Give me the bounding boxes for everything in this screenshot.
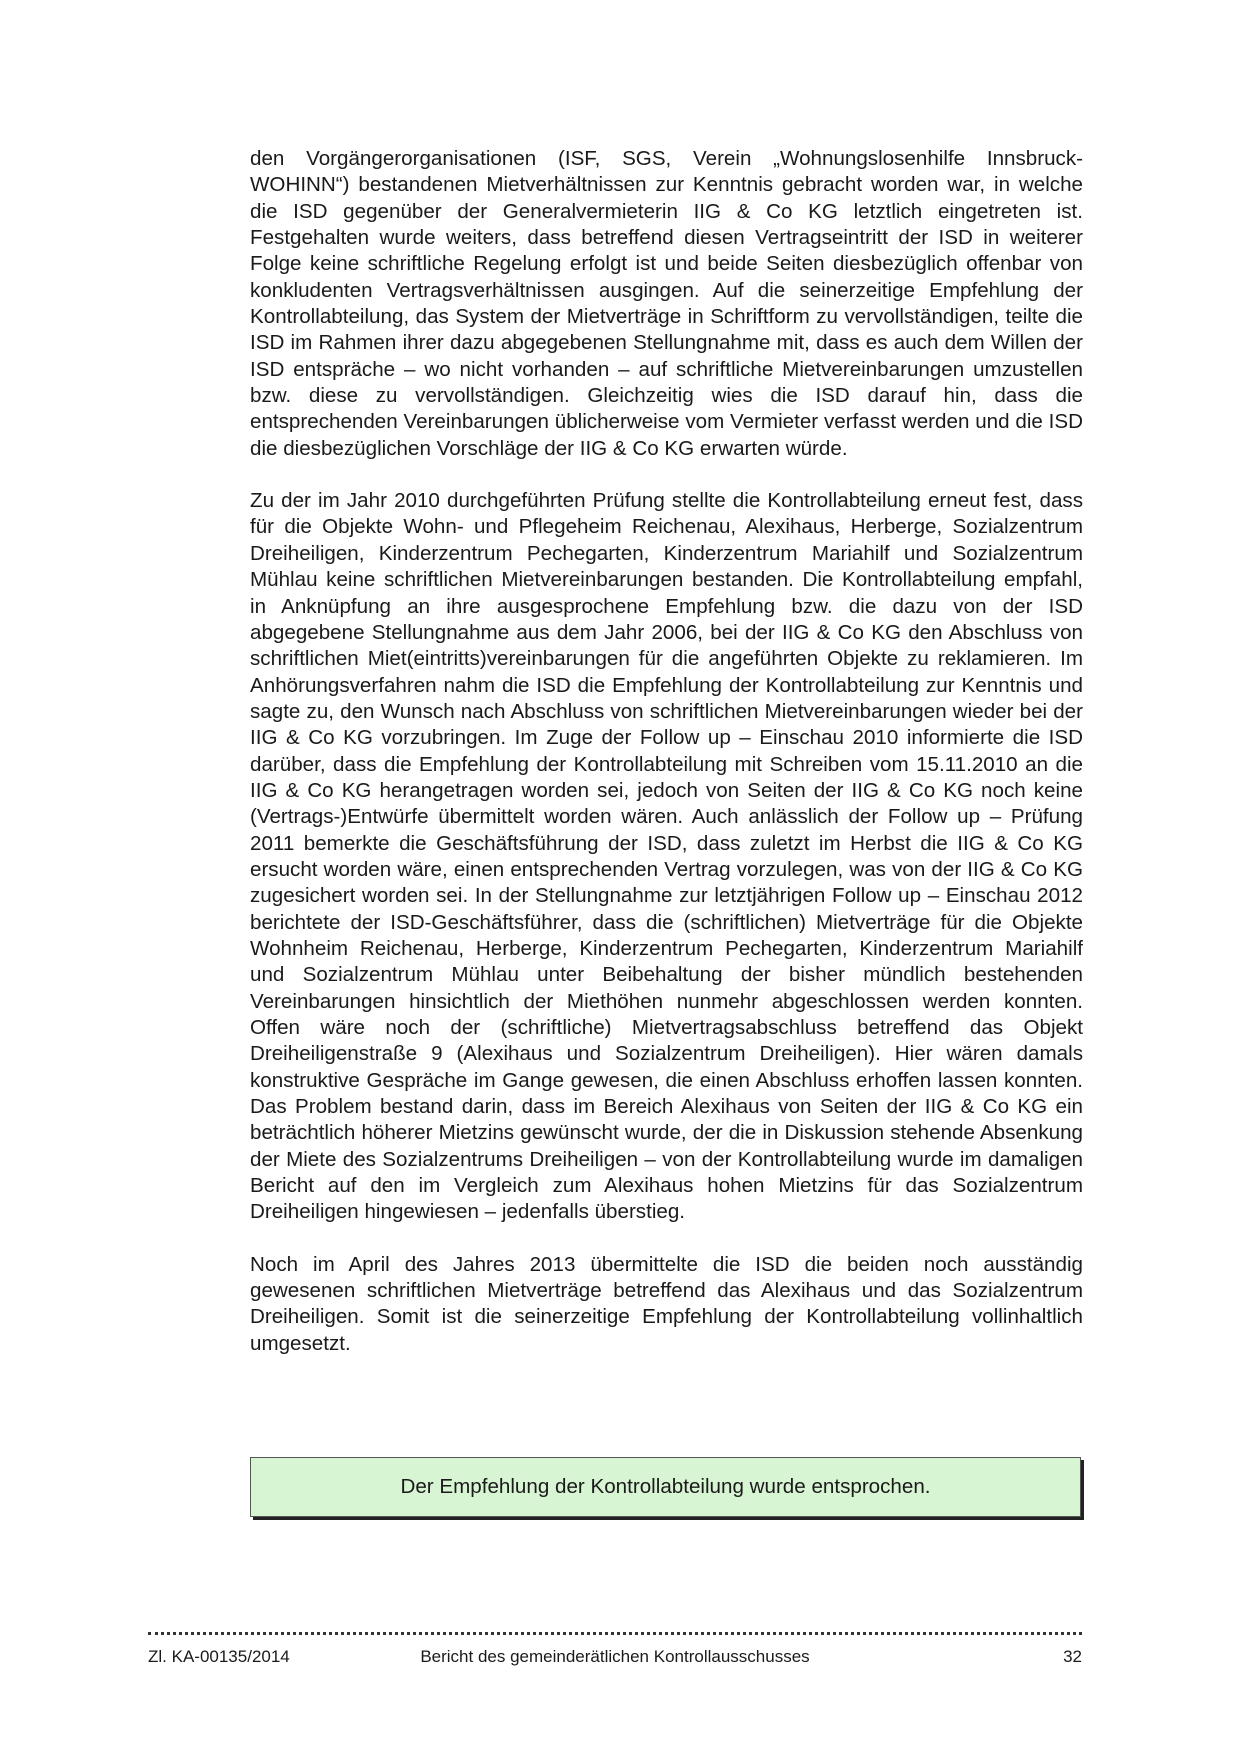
recommendation-status-box xyxy=(250,1457,1081,1517)
report-body xyxy=(250,146,1083,1357)
footer-reference-number: Zl. KA-00135/2014 xyxy=(148,1647,290,1666)
paragraph-lease-background: den Vorgängerorganisationen (ISF, SGS, Verein „Wohnungslosenhilfe Innsbruck-WOHINN“) bestandenen Mietverhältnissen zur Kenntnis gebracht worden war, in welche die ISD gegenüber der Generalvermieterin IIG & Co KG letztlich eingetreten ist. Festgehalten wurde weiters, dass betreffend diesen Vertragseintritt der ISD in weiterer Folge keine schriftliche Regelung erfolgt ist und beide Seiten diesbezüglich offenbar von konkludenten Vertragsverhältnissen ausgingen. Auf die seinerzeitige Empfehlung der Kontrollabteilung, das System der Mietverträge in Schriftform zu vervollständigen, teilte die ISD im Rahmen ihrer dazu abgegebenen Stellungnahme mit, dass es auch dem Willen der ISD entspräche – wo nicht vorhanden – auf schriftliche Mietvereinbarungen umzustellen bzw. diese zu vervollständigen. Gleichzeitig wies die ISD darauf hin, dass die entsprechenden Vereinbarungen üblicherweise vom Vermieter verfasst werden und die ISD die diesbezüglichen Vorschläge der IIG & Co KG erwarten würde. xyxy=(250,147,1083,460)
footer-divider xyxy=(148,1632,1082,1635)
recommendation-status-text: Der Empfehlung der Kontrollabteilung wurde entsprochen. xyxy=(400,1475,931,1498)
paragraph-audit-2010-findings: Zu der im Jahr 2010 durchgeführten Prüfung stellte die Kontrollabteilung erneut fest, dass für die Objekte Wohn- und Pflegeheim Reichenau, Alexihaus, Herberge, Sozialzentrum Dreiheiligen, Kinderzentrum Pechegarten, Kinderzentrum Mariahilf und Sozialzentrum Mühlau keine schriftlichen Mietvereinbarungen bestanden. Die Kontrollabteilung empfahl, in Anknüpfung an ihre ausgesprochene Empfehlung bzw. die dazu von der ISD abgegebene Stellungnahme aus dem Jahr 2006, bei der IIG & Co KG den Abschluss von schriftlichen Miet(eintritts)vereinbarungen für die angeführten Objekte zu reklamieren. Im Anhörungsverfahren nahm die ISD die Empfehlung der Kontrollabteilung zur Kenntnis und sagte zu, den Wunsch nach Abschluss von schriftlichen Mietvereinbarungen wieder bei der IIG & Co KG vorzubringen. Im Zuge der Follow up – Einschau 2010 informierte die ISD darüber, dass die Empfehlung der Kontrollabteilung mit Schreiben vom 15.11.2010 an die IIG & Co KG herangetragen worden sei, jedoch von Seiten der IIG & Co KG noch keine (Vertrags-)Entwürfe übermittelt worden wären. Auch anlässlich der Follow up – Prüfung 2011 bemerkte die Geschäftsführung der ISD, dass zuletzt im Herbst die IIG & Co KG ersucht worden wäre, einen entsprechenden Vertrag vorzulegen, was von der IIG & Co KG zugesichert worden sei. In der Stellungnahme zur letztjährigen Follow up – Einschau 2012 berichtete der ISD-Geschäftsführer, dass die (schriftlichen) Mietverträge für die Objekte Wohnheim Reichenau, Herberge, Kinderzentrum Pechegarten, Kinderzentrum Mariahilf und Sozialzentrum Mühlau unter Beibehaltung der bisher mündlich bestehenden Vereinbarungen hinsichtlich der Miethöhen nunmehr abgeschlossen werden konnten. Offen wäre noch der (schriftliche) Mietvertragsabschluss betreffend das Objekt Dreiheiligenstraße 9 (Alexihaus und Sozialzentrum Dreiheiligen). Hier wären damals konstruktive Gespräche im Gange gewesen, die einen Abschluss erhoffen lassen konnten. Das Problem bestand darin, dass im Bereich Alexihaus von Seiten der IIG & Co KG ein beträchtlich höherer Mietzins gewünscht wurde, der die in Diskussion stehende Absenkung der Miete des Sozialzentrums Dreiheiligen – von der Kontrollabteilung wurde im damaligen Bericht auf den im Vergleich zum Alexihaus hohen Mietzins für das Sozialzentrum Dreiheiligen hingewiesen – jedenfalls überstieg. xyxy=(250,489,1083,1224)
footer-report-title: Bericht des gemeinderätlichen Kontrollausschusses xyxy=(420,1647,810,1666)
page-footer xyxy=(148,1646,1082,1670)
paragraph-2013-implementation: Noch im April des Jahres 2013 übermittelte die ISD die beiden noch ausständig gewesenen schriftlichen Mietverträge betreffend das Alexihaus und das Sozialzentrum Dreiheiligen. Somit ist die seinerzeitige Empfehlung der Kontrollabteilung vollinhaltlich umgesetzt. xyxy=(250,1252,1083,1355)
footer-page-number: 32 xyxy=(1063,1647,1082,1666)
